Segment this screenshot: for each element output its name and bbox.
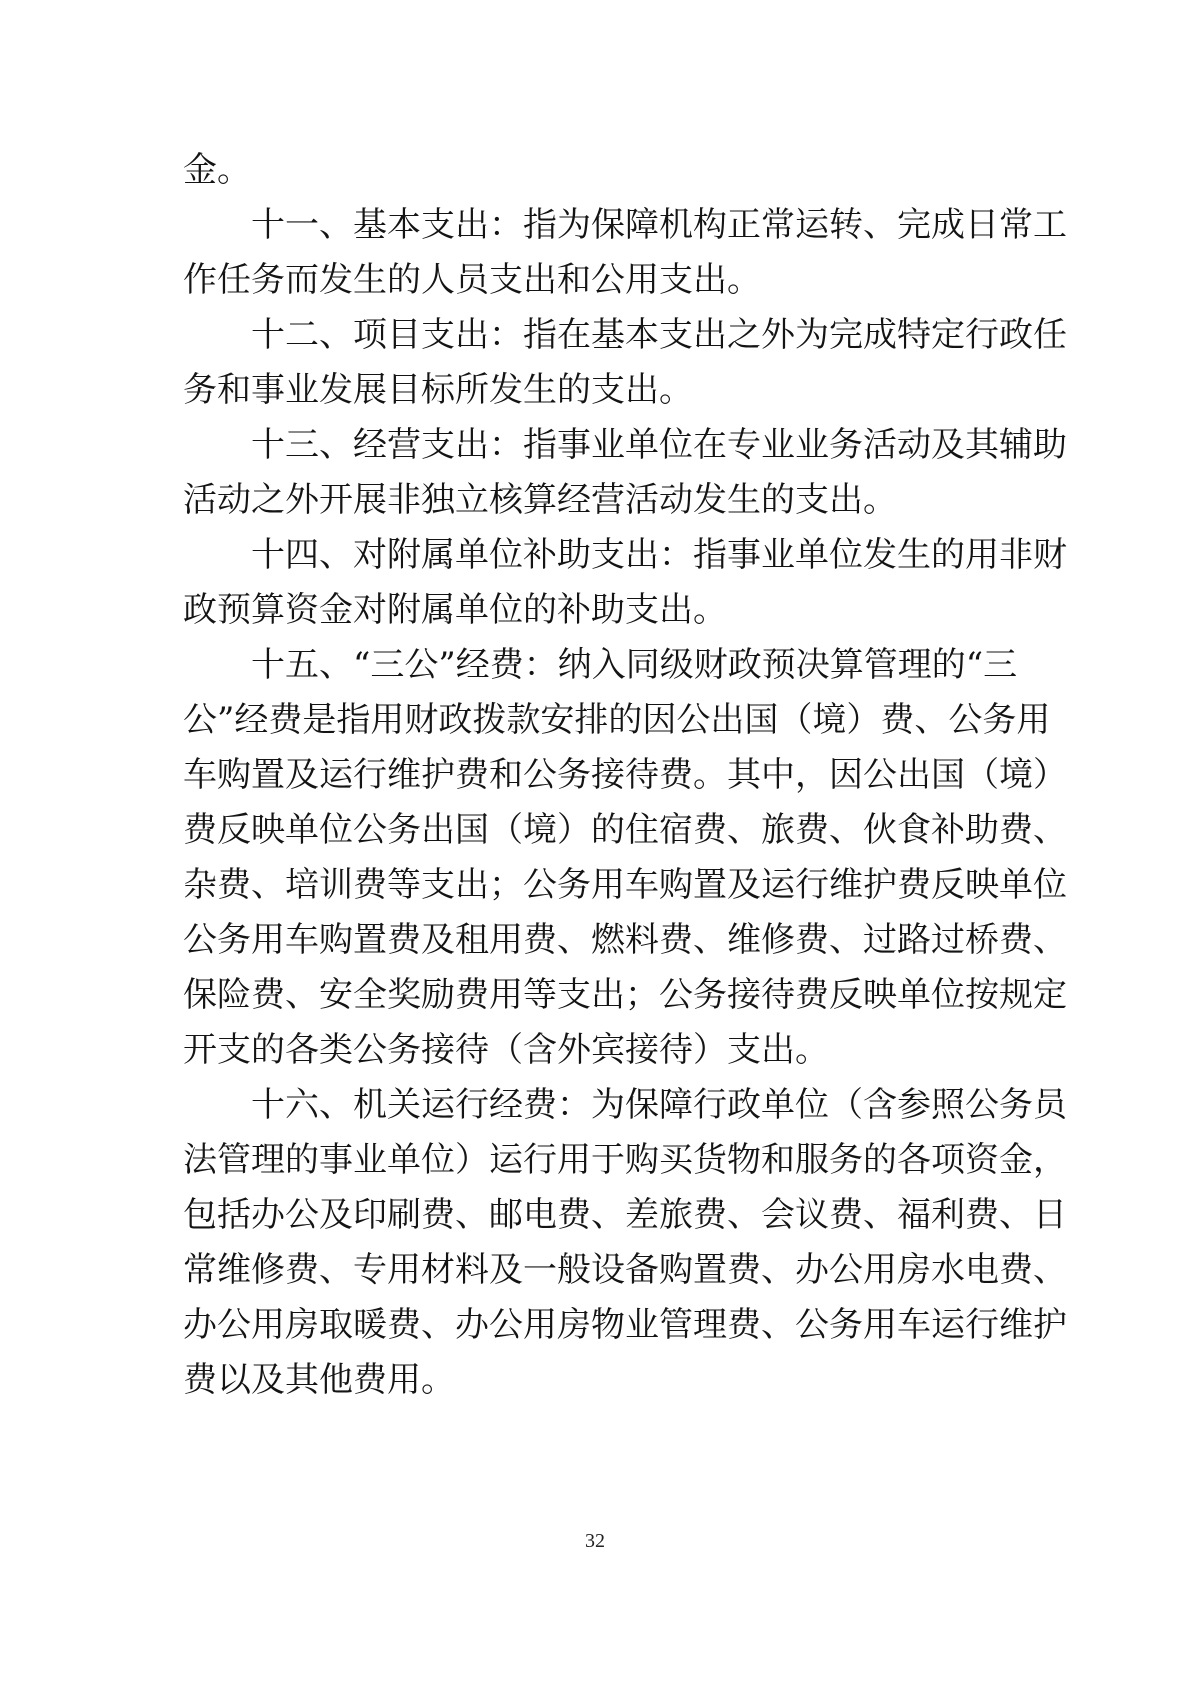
paragraph-line: 政预算资金对附属单位的补助支出。 [183,590,727,630]
paragraph-line: 活动之外开展非独立核算经营活动发生的支出。 [183,480,897,520]
paragraph-line: 作任务而发生的人员支出和公用支出。 [183,260,761,300]
paragraph-line: 办公用房取暖费、办公用房物业管理费、公务用车运行维护 [183,1305,1067,1345]
paragraph-line: 十一、基本支出：指为保障机构正常运转、完成日常工 [251,205,1067,245]
paragraph-line: 杂费、培训费等支出；公务用车购置及运行维护费反映单位 [183,865,1067,905]
paragraph-line: 车购置及运行维护费和公务接待费。其中，因公出国（境） [183,755,1067,795]
paragraph-line: 金。 [183,150,251,190]
paragraph-line: 费以及其他费用。 [183,1360,455,1400]
paragraph-line: 十四、对附属单位补助支出：指事业单位发生的用非财 [251,535,1067,575]
paragraph-line: 公务用车购置费及租用费、燃料费、维修费、过路过桥费、 [183,920,1067,960]
paragraph-line: 务和事业发展目标所发生的支出。 [183,370,693,410]
paragraph-line: 常维修费、专用材料及一般设备购置费、办公用房水电费、 [183,1250,1067,1290]
paragraph-line: 保险费、安全奖励费用等支出；公务接待费反映单位按规定 [183,975,1067,1015]
paragraph-line: 包括办公及印刷费、邮电费、差旅费、会议费、福利费、日 [183,1195,1067,1235]
paragraph-line: 十二、项目支出：指在基本支出之外为完成特定行政任 [251,315,1067,355]
paragraph-line: 公”经费是指用财政拨款安排的因公出国（境）费、公务用 [183,700,1051,740]
paragraph-line: 费反映单位公务出国（境）的住宿费、旅费、伙食补助费、 [183,810,1067,850]
paragraph-line: 十三、经营支出：指事业单位在专业业务活动及其辅助 [251,425,1067,465]
page-number: 32 [585,1530,605,1552]
paragraph-line: 十六、机关运行经费：为保障行政单位（含参照公务员 [251,1085,1067,1125]
paragraph-line: 法管理的事业单位）运行用于购买货物和服务的各项资金， [183,1140,1067,1180]
paragraph-line: 开支的各类公务接待（含外宾接待）支出。 [183,1030,829,1070]
paragraph-line: 十五、“三公”经费：纳入同级财政预决算管理的“三 [251,645,1018,685]
